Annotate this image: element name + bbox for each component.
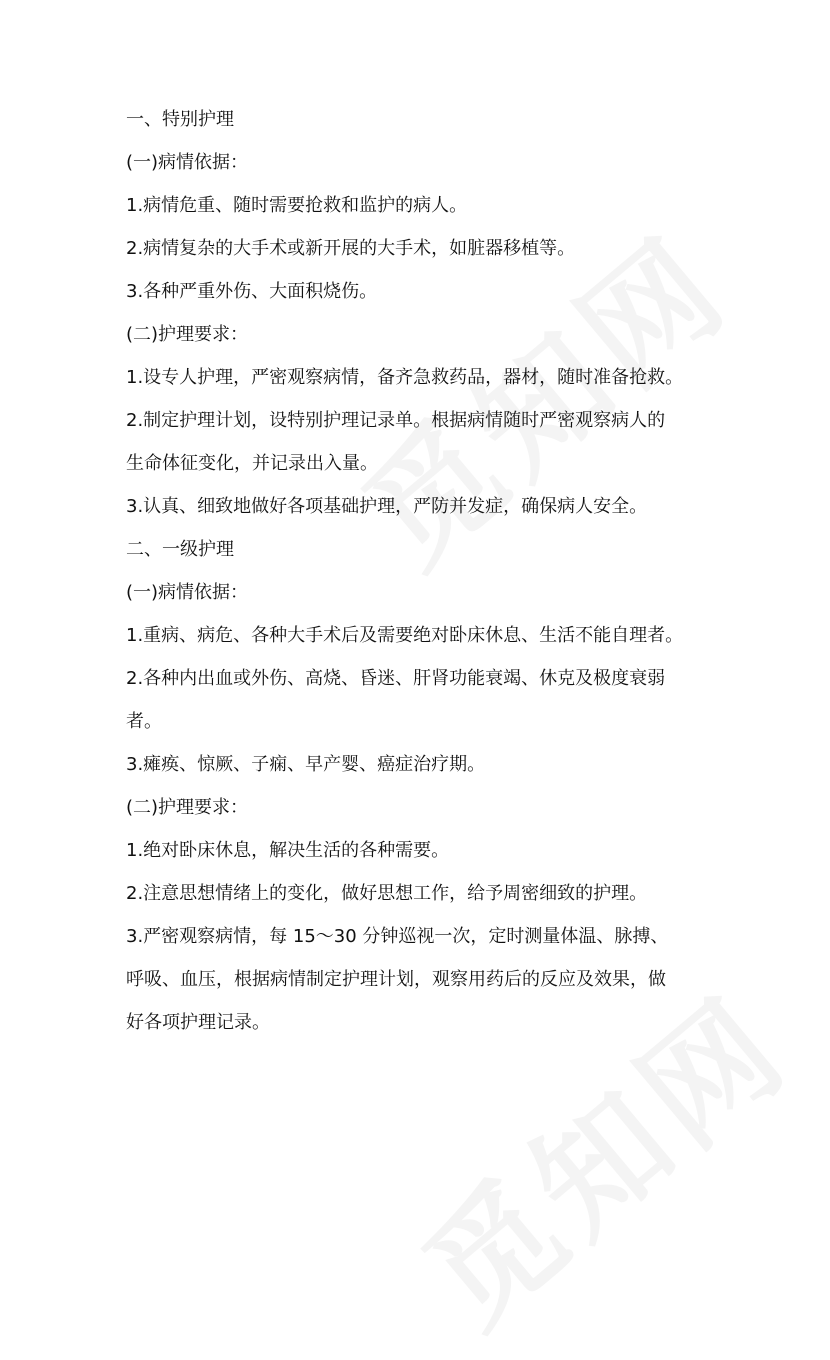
- paragraph-line: 2.各种内出血或外伤、高烧、昏迷、肝肾功能衰竭、休克及极度衰弱: [126, 668, 666, 689]
- paragraph-line: 3.严密观察病情，每 15～30 分钟巡视一次，定时测量体温、脉搏、: [126, 926, 669, 947]
- subsection-heading: (二)护理要求：: [126, 324, 249, 345]
- paragraph-line: 3.瘫痪、惊厥、子痫、早产婴、癌症治疗期。: [126, 754, 486, 775]
- paragraph-line: 2.注意思想情绪上的变化，做好思想工作，给予周密细致的护理。: [126, 883, 648, 904]
- paragraph-line: 3.各种严重外伤、大面积烧伤。: [126, 281, 378, 302]
- paragraph-line: 呼吸、血压，根据病情制定护理计划，观察用药后的反应及效果，做: [126, 969, 666, 990]
- subsection-heading: (二)护理要求：: [126, 797, 249, 818]
- paragraph-line: 1.重病、病危、各种大手术后及需要绝对卧床休息、生活不能自理者。: [126, 625, 684, 646]
- section-heading: 一、特别护理: [126, 109, 234, 130]
- section-heading: 二、一级护理: [126, 539, 234, 560]
- paragraph-line: 好各项护理记录。: [126, 1012, 270, 1033]
- paragraph-line: 1.绝对卧床休息，解决生活的各种需要。: [126, 840, 450, 861]
- subsection-heading: (一)病情依据：: [126, 152, 249, 173]
- paragraph-line: 3.认真、细致地做好各项基础护理，严防并发症，确保病人安全。: [126, 496, 648, 517]
- paragraph-line: 1.设专人护理，严密观察病情，备齐急救药品，器材，随时准备抢救。: [126, 367, 684, 388]
- paragraph-line: 2.病情复杂的大手术或新开展的大手术，如脏器移植等。: [126, 238, 576, 259]
- paragraph-line: 生命体征变化，并记录出入量。: [126, 453, 378, 474]
- document-body: [126, 108, 726, 1035]
- paragraph-line: 2.制定护理计划，设特别护理记录单。根据病情随时严密观察病人的: [126, 410, 666, 431]
- subsection-heading: (一)病情依据：: [126, 582, 249, 603]
- paragraph-line: 者。: [126, 711, 162, 732]
- paragraph-line: 1.病情危重、随时需要抢救和监护的病人。: [126, 195, 468, 216]
